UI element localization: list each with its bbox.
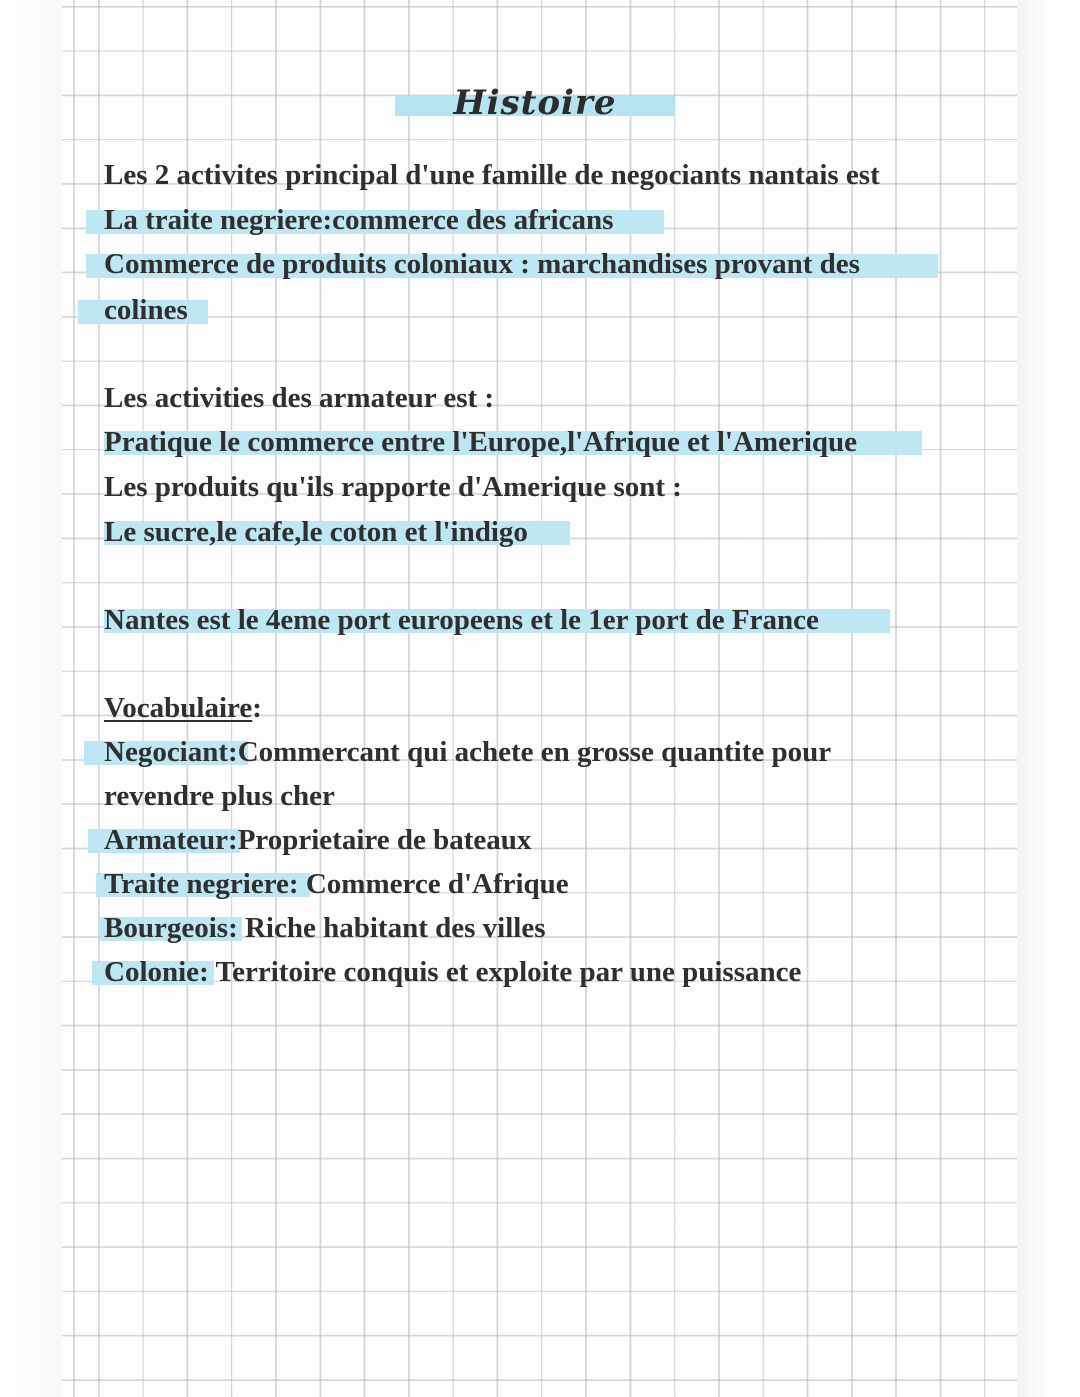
vocab-separator: : <box>288 868 306 900</box>
vocab-definition: Territoire conquis et exploite par une puissance <box>215 956 802 988</box>
vocab-definition: Riche habitant des villes <box>244 912 546 944</box>
vocab-definition: Commerce d'Afrique <box>305 868 569 900</box>
vocab-term: Negociant <box>104 736 229 768</box>
produits-answer: Le sucre,le cafe,le coton et l'indigo <box>104 516 528 548</box>
armateur-answer: Pratique le commerce entre l'Europe,l'Afrique et l'Amerique <box>104 426 858 458</box>
intro-line: Les 2 activites principal d'une famille de negociants nantais est <box>104 159 880 191</box>
page-right-margin <box>1017 0 1080 1397</box>
vocab-term: Bourgeois <box>104 912 229 944</box>
activity-item-2-line2: colines <box>104 294 188 326</box>
vocabulary-heading-text: Vocabulaire <box>104 692 253 724</box>
vocab-term: Traite negriere <box>104 868 289 900</box>
vocab-entry-negociant <box>104 732 831 772</box>
vocab-separator: : <box>199 956 216 988</box>
vocab-definition: Proprietaire de bateaux <box>237 824 532 856</box>
page-title: Histoire <box>453 83 617 123</box>
nantes-fact: Nantes est le 4eme port europeens et le 1er port de France <box>104 604 819 636</box>
produits-question: Les produits qu'ils rapporte d'Amerique sont : <box>104 471 682 503</box>
page-left-margin <box>0 0 62 1397</box>
vocab-separator: : <box>228 736 238 768</box>
vocab-term: Armateur <box>104 824 229 856</box>
vocab-separator: : <box>228 912 245 944</box>
vocabulary-heading-colon: : <box>252 692 262 724</box>
activity-item-2-line1: Commerce de produits coloniaux : marchandises provant des <box>104 248 860 280</box>
vocabulary-heading <box>104 688 262 728</box>
vocab-separator: : <box>228 824 238 856</box>
vocab-definition-continuation: revendre plus cher <box>104 780 335 812</box>
vocab-term: Colonie <box>104 956 200 988</box>
vocab-entry-armateur <box>104 820 531 860</box>
vocab-entry-colonie <box>104 952 801 992</box>
vocab-entry-traite-negriere <box>104 864 569 904</box>
vocab-definition: Commercant qui achete en grosse quantite pour <box>237 736 832 768</box>
activity-item-1: La traite negriere:commerce des africans <box>104 204 614 236</box>
armateur-question: Les activities des armateur est : <box>104 382 495 414</box>
vocab-entry-bourgeois <box>104 908 545 948</box>
